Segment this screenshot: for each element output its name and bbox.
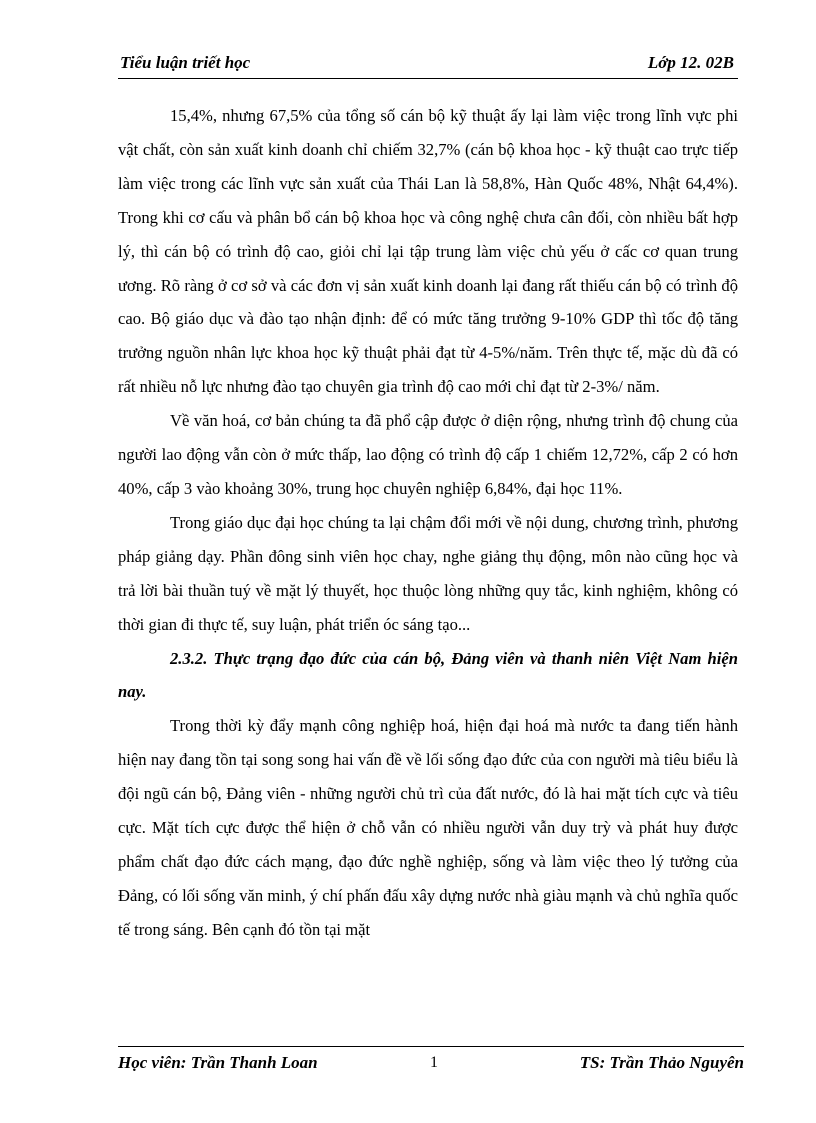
- header-class: Lớp 12. 02B: [647, 53, 734, 72]
- section-heading: 2.3.2. Thực trạng đạo đức của cán bộ, Đảng viên và thanh niên Việt Nam hiện nay.: [118, 648, 738, 702]
- document-body: [118, 99, 738, 947]
- page-number: 1: [430, 1054, 438, 1071]
- body-paragraph: Trong giáo dục đại học chúng ta lại chậm đổi mới về nội dung, chương trình, phương pháp giảng dạy. Phần đông sinh viên học chay, nghe giảng thụ động, môn nào cũng học và trả lời bài thuần tuý về mặt lý thuyết, học thuộc lòng những quy tắc, kinh nghiệm, không có thời gian đi thực tế, suy luận, phát triển óc sáng tạo...: [118, 512, 738, 634]
- header-title: Tiểu luận triết học: [120, 53, 251, 72]
- footer-student: Học viên: Trần Thanh Loan: [118, 1053, 318, 1072]
- footer-advisor: TS: Trần Thảo Nguyên: [579, 1053, 744, 1072]
- body-paragraph: Trong thời kỳ đẩy mạnh công nghiệp hoá, hiện đại hoá mà nước ta đang tiến hành hiện nay đang tồn tại song song hai vấn đề về lối sống đạo đức của con người mà tiêu biểu là đội ngũ cán bộ, Đảng viên - những người chủ trì của đất nước, đó là hai mặt tích cực và tiêu cực. Mặt tích cực được thể hiện ở chỗ vẫn có nhiều người vẫn duy trỳ và phát huy được phẩm chất đạo đức cách mạng, đạo đức nghề nghiệp, sống và làm việc theo lý tưởng của Đảng, có lối sống văn minh, ý chí phấn đấu xây dựng nước nhà giàu mạnh và chủ nghĩa quốc tế trong sáng. Bên cạnh đó tồn tại mặt: [118, 716, 738, 939]
- page-footer: [118, 1046, 744, 1077]
- body-paragraph: Về văn hoá, cơ bản chúng ta đã phổ cập được ở diện rộng, nhưng trình độ chung của người lao động vẫn còn ở mức thấp, lao động có trình độ cấp 1 chiếm 12,72%, cấp 2 có hơn 40%, cấp 3 vào khoảng 30%, trung học chuyên nghiệp 6,84%, đại học 11%.: [118, 411, 738, 498]
- page-header: [118, 52, 738, 79]
- body-paragraph: 15,4%, nhưng 67,5% của tổng số cán bộ kỹ thuật ấy lại làm việc trong lĩnh vực phi vật chất, còn sản xuất kinh doanh chỉ chiếm 32,7% (cán bộ khoa học - kỹ thuật cao trực tiếp làm việc trong các lĩnh vực sản xuất của Thái Lan là 58,8%, Hàn Quốc 48%, Nhật 64,4%). Trong khi cơ cấu và phân bổ cán bộ khoa học và công nghệ chưa cân đối, còn nhiều bất hợp lý, thì cán bộ có trình độ cao, giỏi chỉ lại tập trung làm việc chủ yếu ở cấc cơ quan trung ương. Rõ ràng ở cơ sở và các đơn vị sản xuất kinh doanh lại đang rất thiếu cán bộ có trình độ cao. Bộ giáo dục và đào tạo nhận định: để có mức tăng trưởng 9-10% GDP thì tốc độ tăng trưởng nguồn nhân lực khoa học kỹ thuật phải đạt từ 4-5%/năm. Trên thực tế, mặc dù đã có rất nhiều nỗ lực nhưng đào tạo chuyên gia trình độ cao mới chỉ đạt từ 2-3%/ năm.: [118, 106, 738, 397]
